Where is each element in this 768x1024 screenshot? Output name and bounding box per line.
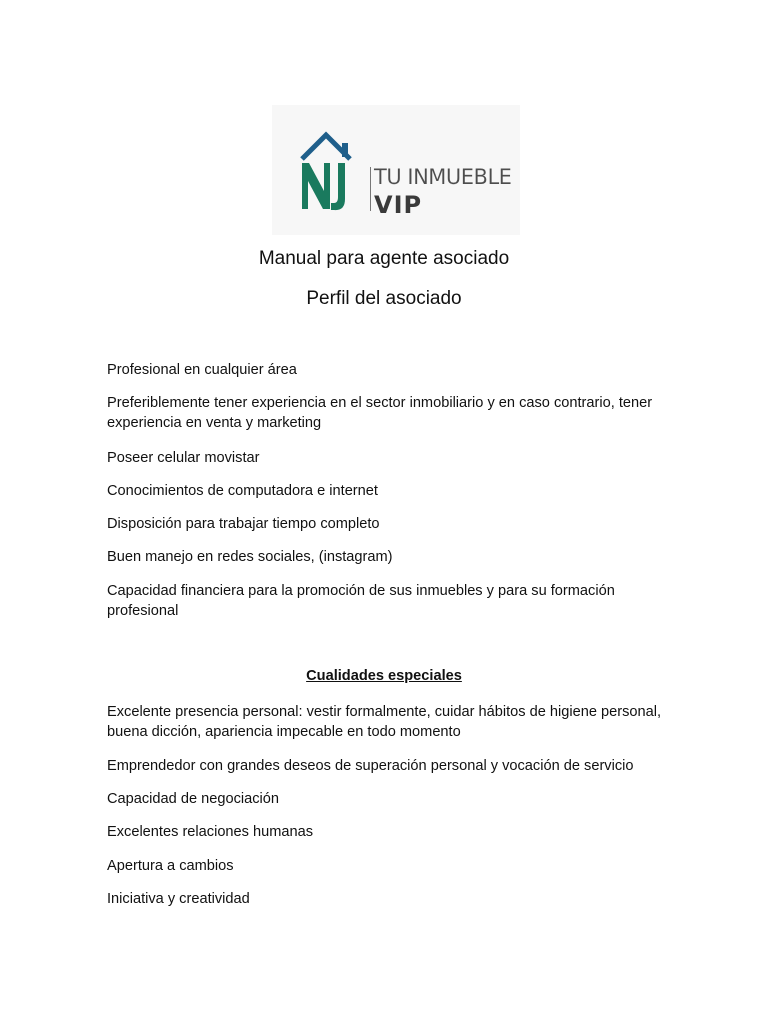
- logo-brand-line-1: TU INMUEBLE: [374, 165, 512, 189]
- list-item: Iniciativa y creatividad: [107, 891, 250, 907]
- list-item: Poseer celular movistar: [107, 450, 260, 466]
- list-item: Excelentes relaciones humanas: [107, 824, 314, 840]
- list-item: Capacidad financiera para la promoción de sus inmuebles y para su formación profesional: [107, 583, 615, 619]
- list-item: Apertura a cambios: [107, 858, 234, 874]
- list-item: Excelente presencia personal: vestir formalmente, cuidar hábitos de higiene personal, buena dicción, apariencia impecable en todo momento: [107, 704, 662, 740]
- logo-divider: [370, 167, 371, 211]
- special-qualities-heading: Cualidades especiales: [306, 668, 462, 684]
- document-subtitle: Perfil del asociado: [306, 288, 462, 309]
- list-item: Disposición para trabajar tiempo completo: [107, 516, 380, 532]
- document-title: Manual para agente asociado: [258, 248, 510, 269]
- list-item: Profesional en cualquier área: [107, 362, 297, 378]
- list-item: Conocimientos de computadora e internet: [107, 483, 378, 499]
- list-item: Buen manejo en redes sociales, (instagram): [107, 549, 393, 565]
- company-logo: [272, 105, 520, 235]
- house-monogram-icon: [298, 129, 372, 215]
- logo-brand-line-2: VIP: [374, 191, 423, 219]
- list-item: Capacidad de negociación: [107, 791, 280, 807]
- list-item: Emprendedor con grandes deseos de superación personal y vocación de servicio: [107, 758, 634, 774]
- list-item: Preferiblemente tener experiencia en el sector inmobiliario y en caso contrario, tener experiencia en venta y marketing: [107, 395, 653, 431]
